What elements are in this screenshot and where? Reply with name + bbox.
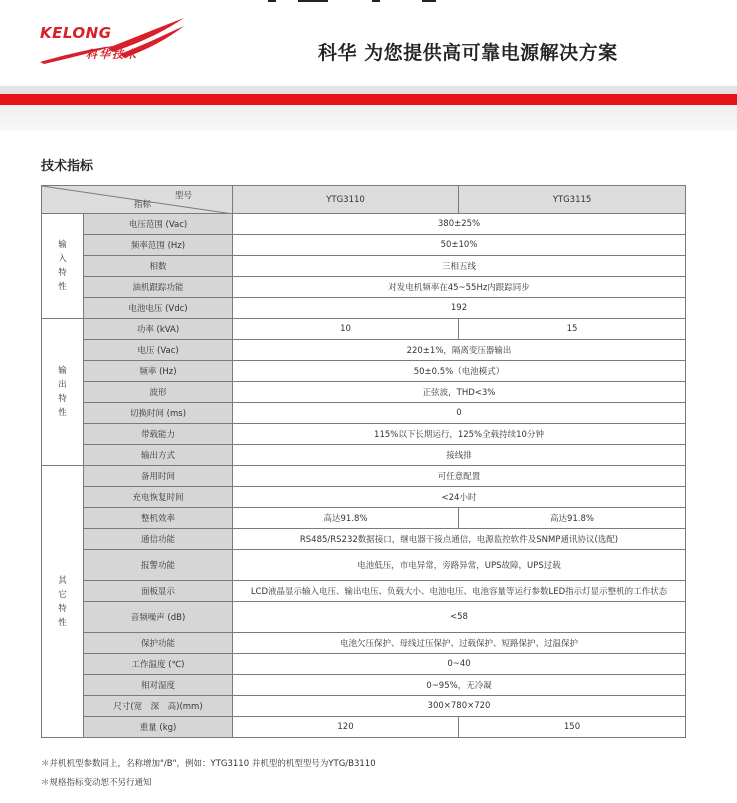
row-label: 工作温度 (℃)	[84, 654, 233, 675]
table-row	[42, 298, 686, 319]
row-label: 相数	[84, 256, 233, 277]
index-header-label: 指标	[134, 200, 152, 210]
table-row	[42, 508, 686, 529]
row-label: 音频噪声 (dB)	[84, 602, 233, 633]
group-input-label: 输入特性	[42, 214, 84, 319]
table-row	[42, 717, 686, 738]
row-label: 尺寸(宽 深 高)(mm)	[84, 696, 233, 717]
model-column-header: YTG3110	[233, 186, 459, 214]
row-value: RS485/RS232数据接口，继电器干接点通信，电源监控软件及SNMP通讯协议(选配)	[233, 529, 686, 550]
group-other-label: 其它特性	[42, 466, 84, 738]
row-value: 15	[459, 319, 686, 340]
row-label: 输出方式	[84, 445, 233, 466]
row-label: 频率 (Hz)	[84, 361, 233, 382]
table-row	[42, 214, 686, 235]
spec-table	[41, 185, 686, 738]
row-value: 0~40	[233, 654, 686, 675]
row-value: 300×780×720	[233, 696, 686, 717]
row-value: 192	[233, 298, 686, 319]
table-row	[42, 382, 686, 403]
table-row	[42, 529, 686, 550]
row-value: 50±10%	[233, 235, 686, 256]
row-label: 相对湿度	[84, 675, 233, 696]
footnote-parallel-model: ＊并机机型参数同上，名称增加"/B"，例如：YTG3110 并机型的机型型号为YTG/B3110	[41, 759, 376, 769]
top-edge-marks	[262, 0, 462, 4]
row-value: 115%以下长期运行，125%全载持续10分钟	[233, 424, 686, 445]
header-band-gray	[0, 86, 737, 94]
row-label: 带载能力	[84, 424, 233, 445]
table-row	[42, 277, 686, 298]
group-output-label: 输出特性	[42, 319, 84, 466]
row-label: 充电恢复时间	[84, 487, 233, 508]
page-slogan: 科华 为您提供高可靠电源解决方案	[318, 42, 618, 64]
header-band-light	[0, 105, 737, 131]
row-value: 电池低压，市电异常，旁路异常，UPS故障，UPS过载	[233, 550, 686, 581]
row-value: 150	[459, 717, 686, 738]
row-label: 电压范围 (Vac)	[84, 214, 233, 235]
row-value: 50±0.5%（电池模式）	[233, 361, 686, 382]
row-label: 电池电压 (Vdc)	[84, 298, 233, 319]
model-column-header: YTG3115	[459, 186, 686, 214]
table-row	[42, 319, 686, 340]
table-row	[42, 424, 686, 445]
table-row	[42, 235, 686, 256]
table-row	[42, 361, 686, 382]
brand-name-en: KELONG	[40, 24, 112, 42]
row-label: 频率范围 (Hz)	[84, 235, 233, 256]
section-title: 技术指标	[41, 159, 94, 174]
table-row	[42, 550, 686, 581]
row-value: 三相五线	[233, 256, 686, 277]
row-label: 油机跟踪功能	[84, 277, 233, 298]
row-label: 重量 (kg)	[84, 717, 233, 738]
table-row	[42, 696, 686, 717]
row-label: 整机效率	[84, 508, 233, 529]
table-row	[42, 487, 686, 508]
row-value: 220±1%，隔离变压器输出	[233, 340, 686, 361]
row-value: 正弦波，THD<3%	[233, 382, 686, 403]
model-header-label: 型号	[174, 191, 192, 201]
row-value: <58	[233, 602, 686, 633]
row-label: 报警功能	[84, 550, 233, 581]
table-row	[42, 633, 686, 654]
table-row	[42, 675, 686, 696]
row-label: 电压 (Vac)	[84, 340, 233, 361]
table-row	[42, 340, 686, 361]
table-row	[42, 445, 686, 466]
row-value: 可任意配置	[233, 466, 686, 487]
table-row	[42, 654, 686, 675]
row-label: 面板显示	[84, 581, 233, 602]
table-row	[42, 403, 686, 424]
row-value: 120	[233, 717, 459, 738]
table-row	[42, 602, 686, 633]
row-value: 接线排	[233, 445, 686, 466]
footnote-spec-change: ＊规格指标变动恕不另行通知	[41, 778, 152, 788]
brand-logo	[38, 18, 188, 64]
brand-name-cn: 科华技术	[86, 48, 138, 61]
row-value: 对发电机频率在45~55Hz内跟踪同步	[233, 277, 686, 298]
row-label: 功率 (kVA)	[84, 319, 233, 340]
row-value: 高达91.8%	[459, 508, 686, 529]
row-value: 380±25%	[233, 214, 686, 235]
row-value: <24小时	[233, 487, 686, 508]
corner-header-cell	[42, 186, 233, 214]
header-band-red	[0, 94, 737, 105]
row-value: 0~95%，无冷凝	[233, 675, 686, 696]
row-value: LCD液晶显示输入电压、输出电压、负载大小、电池电压、电池容量等运行参数LED指示灯显示整机的工作状态	[233, 581, 686, 602]
row-label: 波形	[84, 382, 233, 403]
row-label: 通信功能	[84, 529, 233, 550]
row-label: 保护功能	[84, 633, 233, 654]
row-label: 切换时间 (ms)	[84, 403, 233, 424]
row-label: 备用时间	[84, 466, 233, 487]
table-row	[42, 466, 686, 487]
row-value: 电池欠压保护、母线过压保护、过载保护、短路保护、过温保护	[233, 633, 686, 654]
table-row	[42, 581, 686, 602]
row-value: 0	[233, 403, 686, 424]
table-header-row	[42, 186, 686, 214]
table-row	[42, 256, 686, 277]
row-value: 10	[233, 319, 459, 340]
row-value: 高达91.8%	[233, 508, 459, 529]
